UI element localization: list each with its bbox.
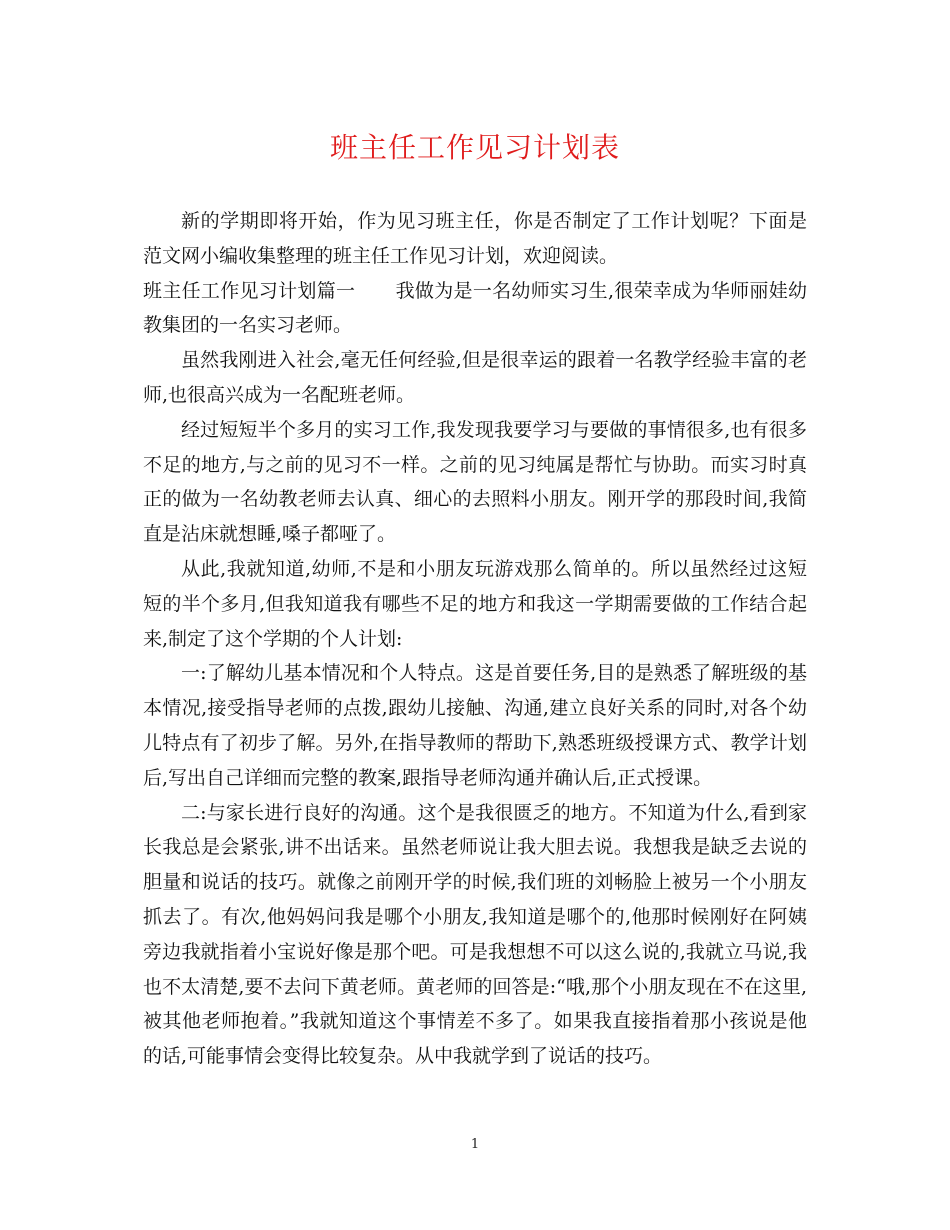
paragraph-internship: 经过短短半个多月的实习工作,我发现我要学习与要做的事情很多,也有很多不足的地方,与之前的见习不一样。之前的见习纯属是帮忙与协助。而实习时真正的做为一名幼教老师去认真、细心的去照料小朋友。刚开学的那段时间,我简直是沾床就想睡,嗓子都哑了。 [143, 418, 807, 546]
paragraph-plan-one: 一:了解幼儿基本情况和个人特点。这是首要任务,目的是熟悉了解班级的基本情况,接受指导老师的点拨,跟幼儿接触、沟通,建立良好关系的同时,对各个幼儿特点有了初步了解。另外,在指导教师的帮助下,熟悉班级授课方式、教学计划后,写出自己详细而完整的教案,跟指导老师沟通并确认后,正式授课。 [143, 662, 807, 789]
document-title: 班主任工作见习计划表 [329, 131, 620, 164]
paragraph-section-one [143, 274, 807, 344]
document-body [143, 204, 807, 1074]
paragraph-plan-intro: 从此,我就知道,幼师,不是和小朋友玩游戏那么简单的。所以虽然经过这短短的半个多月,但我知道我有哪些不足的地方和我这一学期需要做的工作结合起来,制定了这个学期的个人计划: [143, 557, 807, 650]
section-intro: 我做为是一名幼师实习生,很荣幸成为华师丽娃幼教集团的一名实习老师。 [143, 279, 807, 337]
section-heading: 班主任工作见习计划篇一 [143, 279, 356, 302]
paragraph-intro: 新的学期即将开始，作为见习班主任，你是否制定了工作计划呢？下面是范文网小编收集整理的班主任工作见习计划，欢迎阅读。 [143, 210, 807, 267]
paragraph-plan-two: 二:与家长进行良好的沟通。这个是我很匮乏的地方。不知道为什么,看到家长我总是会紧张,讲不出话来。虽然老师说让我大胆去说。我想我是缺乏去说的胆量和说话的技巧。就像之前刚开学的时候,我们班的刘畅脸上被另一个小朋友抓去了。有次,他妈妈问我是哪个小朋友,我知道是哪个的,他那时候刚好在阿姨旁边我就指着小宝说好像是那个吧。可是我想想不可以这么说的,我就立马说,我也不太清楚,要不去问下黄老师。黄老师的回答是:“哦,那个小朋友现在不在这里,被其他老师抱着。”我就知道这个事情差不多了。如果我直接指着那小孩说是他的话,可能事情会变得比较复杂。从中我就学到了说话的技巧。 [143, 801, 807, 1068]
page-number: 1 [470, 1137, 480, 1152]
paragraph-experience: 虽然我刚进入社会,毫无任何经验,但是很幸运的跟着一名教学经验丰富的老师,也很高兴成为一名配班老师。 [143, 349, 807, 406]
